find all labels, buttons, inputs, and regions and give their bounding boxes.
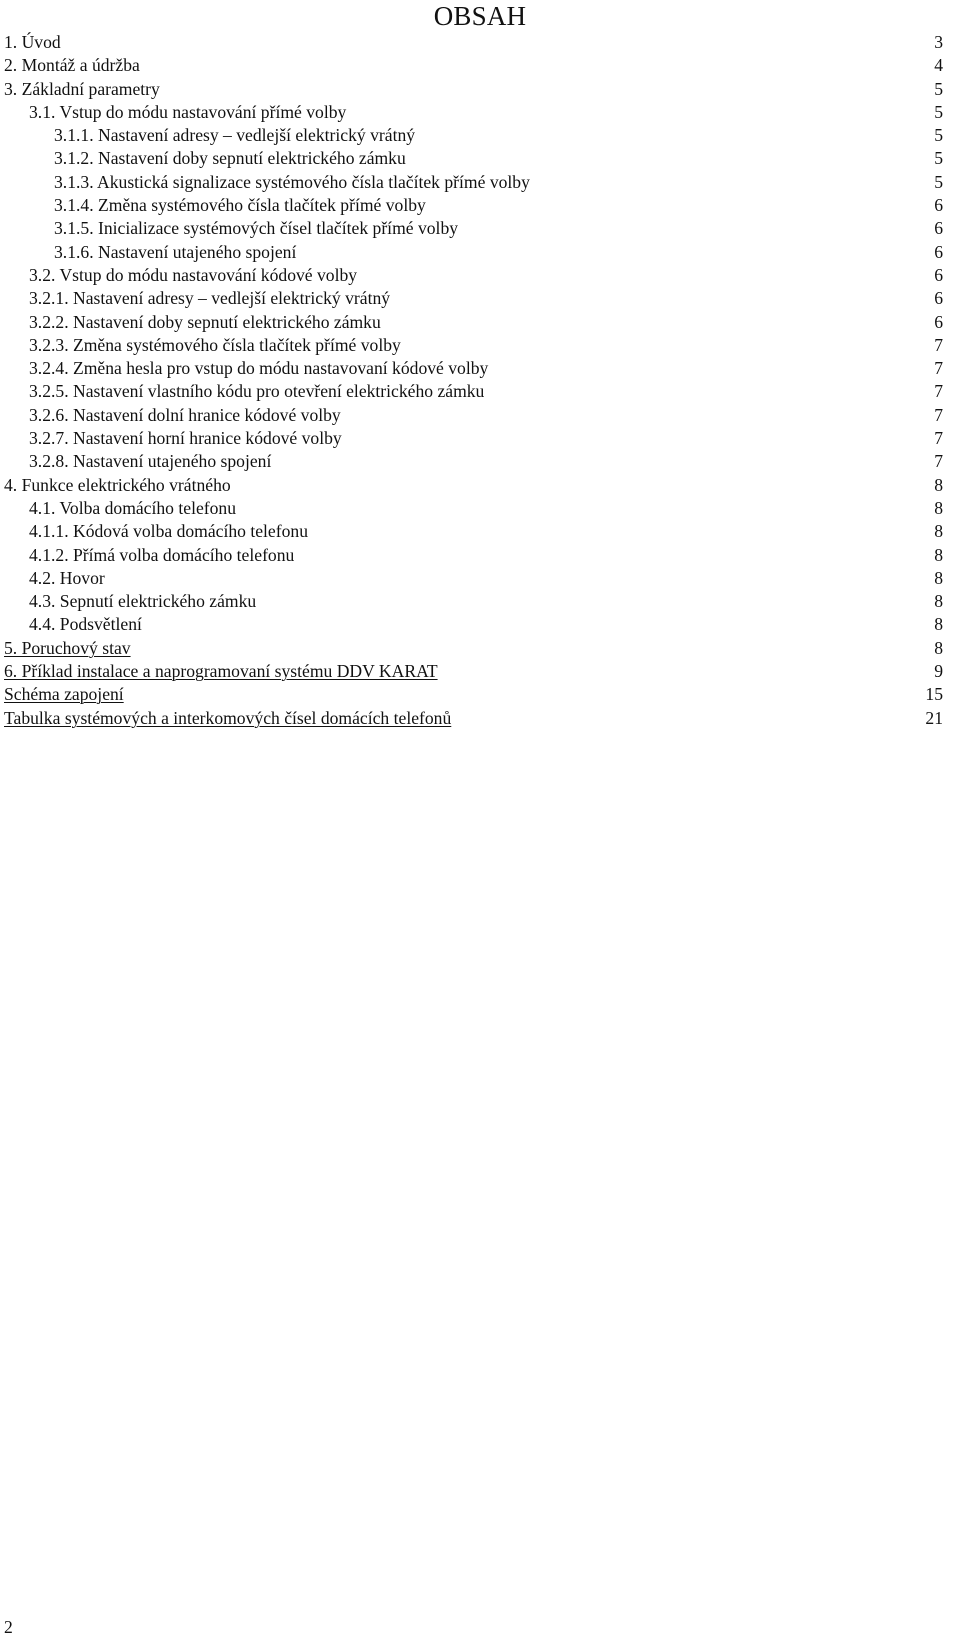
- toc-entry-label[interactable]: 4.2. Hovor: [29, 567, 105, 588]
- toc-entry-page: 6: [934, 241, 943, 262]
- toc-entry-page: 3: [934, 32, 943, 52]
- toc-entry[interactable]: [4, 311, 943, 334]
- toc-entry[interactable]: [4, 683, 943, 706]
- toc-entry-label[interactable]: 3.2.4. Změna hesla pro vstup do módu nastavovaní kódové volby: [29, 358, 489, 379]
- toc-entry[interactable]: [4, 31, 943, 54]
- toc-entry-page: 6: [934, 288, 943, 309]
- toc-entry-page: 6: [934, 264, 943, 285]
- toc-entry[interactable]: [4, 613, 943, 636]
- toc-entry[interactable]: [4, 567, 943, 590]
- toc-entry[interactable]: [4, 194, 943, 217]
- toc-entry-page: 5: [934, 171, 943, 192]
- toc-entry-page: 8: [934, 591, 943, 612]
- toc-entry-page: 7: [934, 334, 943, 355]
- toc-entry-label[interactable]: 3.2.8. Nastavení utajeného spojení: [29, 451, 272, 472]
- toc-entry[interactable]: [4, 124, 943, 147]
- toc-entry[interactable]: [4, 637, 943, 660]
- toc-entry-label[interactable]: 3.1.2. Nastavení doby sepnutí elektrického zámku: [54, 148, 406, 169]
- toc-entry-label[interactable]: 3.1.6. Nastavení utajeného spojení: [54, 241, 297, 262]
- toc-entry-label[interactable]: 3.1. Vstup do módu nastavování přímé volby: [29, 101, 347, 122]
- toc-entry[interactable]: [4, 171, 943, 194]
- toc-entry-page: 5: [934, 125, 943, 146]
- toc-entry[interactable]: [4, 544, 943, 567]
- toc-entry-label[interactable]: 3.1.1. Nastavení adresy – vedlejší elektrický vrátný: [54, 125, 416, 146]
- toc-entry-label[interactable]: 3. Základní parametry: [4, 78, 160, 99]
- toc-entry[interactable]: [4, 334, 943, 357]
- toc-entry-label[interactable]: 1. Úvod: [4, 32, 61, 52]
- toc-entry[interactable]: [4, 264, 943, 287]
- toc-entry-label[interactable]: 4. Funkce elektrického vrátného: [4, 474, 231, 495]
- toc-entry[interactable]: [4, 287, 943, 310]
- toc-entry[interactable]: [4, 78, 943, 101]
- toc-entry-label[interactable]: Schéma zapojení: [4, 684, 124, 705]
- toc-entry-page: 6: [934, 195, 943, 216]
- toc-entry-label[interactable]: 3.2.5. Nastavení vlastního kódu pro otevření elektrického zámku: [29, 381, 485, 402]
- toc-entry-page: 7: [934, 404, 943, 425]
- toc-entry-label[interactable]: 3.2. Vstup do módu nastavování kódové volby: [29, 264, 358, 285]
- toc-entry[interactable]: [4, 147, 943, 170]
- toc-entry-page: 6: [934, 218, 943, 239]
- toc-entry-page: 8: [934, 544, 943, 565]
- toc-entry-page: 8: [934, 497, 943, 518]
- toc-entry-label[interactable]: 2. Montáž a údržba: [4, 55, 140, 76]
- toc-entry-page: 7: [934, 381, 943, 402]
- page-title: OBSAH: [433, 1, 527, 31]
- toc-entry-page: 7: [934, 451, 943, 472]
- toc-entry-label[interactable]: 3.2.2. Nastavení doby sepnutí elektrického zámku: [29, 311, 381, 332]
- toc-entry[interactable]: [4, 450, 943, 473]
- toc-entry-label[interactable]: 4.1.1. Kódová volba domácího telefonu: [29, 521, 308, 542]
- toc-entry-label[interactable]: 3.2.1. Nastavení adresy – vedlejší elektrický vrátný: [29, 288, 391, 309]
- toc-entry-label[interactable]: Tabulka systémových a interkomových čísel domácích telefonů: [4, 707, 452, 728]
- toc-entry[interactable]: [4, 217, 943, 240]
- toc-entry-page: 21: [925, 707, 943, 728]
- toc-entry-page: 6: [934, 311, 943, 332]
- toc-entry[interactable]: [4, 590, 943, 613]
- toc-entry-label[interactable]: 6. Příklad instalace a naprogramovaní systému DDV KARAT: [4, 661, 438, 682]
- page-number: 2: [4, 1617, 13, 1637]
- toc-entry-page: 5: [934, 78, 943, 99]
- toc-entry-page: 7: [934, 358, 943, 379]
- toc-entry[interactable]: [4, 357, 943, 380]
- toc-entry-label[interactable]: 4.3. Sepnutí elektrického zámku: [29, 591, 257, 612]
- toc-entry[interactable]: [4, 427, 943, 450]
- toc-entry-page: 4: [934, 55, 943, 76]
- toc-entry-page: 8: [934, 567, 943, 588]
- toc-entry-page: 5: [934, 101, 943, 122]
- toc-entry-label[interactable]: 3.2.3. Změna systémového čísla tlačítek přímé volby: [29, 334, 401, 355]
- toc-entry[interactable]: [4, 404, 943, 427]
- toc-entry-label[interactable]: 3.1.5. Inicializace systémových čísel tlačítek přímé volby: [54, 218, 459, 239]
- toc-entry-page: 8: [934, 614, 943, 635]
- toc-entry-label[interactable]: 5. Poruchový stav: [4, 637, 131, 658]
- toc-entry[interactable]: [4, 707, 943, 730]
- toc-entry-label[interactable]: 4.1. Volba domácího telefonu: [29, 497, 237, 518]
- toc-entry[interactable]: [4, 380, 943, 403]
- toc-entry-page: 8: [934, 521, 943, 542]
- table-of-contents: [4, 31, 943, 730]
- toc-entry-label[interactable]: 3.1.3. Akustická signalizace systémového čísla tlačítek přímé volby: [54, 171, 530, 192]
- toc-entry[interactable]: [4, 660, 943, 683]
- toc-entry-page: 8: [934, 474, 943, 495]
- toc-entry[interactable]: [4, 101, 943, 124]
- toc-entry-label[interactable]: 3.1.4. Změna systémového čísla tlačítek přímé volby: [54, 195, 426, 216]
- toc-entry-page: 9: [934, 661, 943, 682]
- toc-entry-page: 15: [925, 684, 943, 705]
- toc-entry-page: 5: [934, 148, 943, 169]
- toc-entry-label[interactable]: 3.2.6. Nastavení dolní hranice kódové volby: [29, 404, 341, 425]
- toc-entry-label[interactable]: 3.2.7. Nastavení horní hranice kódové volby: [29, 428, 342, 449]
- toc-entry-label[interactable]: 4.4. Podsvětlení: [29, 614, 142, 635]
- toc-entry[interactable]: [4, 241, 943, 264]
- toc-entry-page: 7: [934, 428, 943, 449]
- toc-entry[interactable]: [4, 520, 943, 543]
- toc-entry[interactable]: [4, 497, 943, 520]
- toc-entry-label[interactable]: 4.1.2. Přímá volba domácího telefonu: [29, 544, 295, 565]
- toc-entry-page: 8: [934, 637, 943, 658]
- toc-entry[interactable]: [4, 54, 943, 77]
- toc-entry[interactable]: [4, 474, 943, 497]
